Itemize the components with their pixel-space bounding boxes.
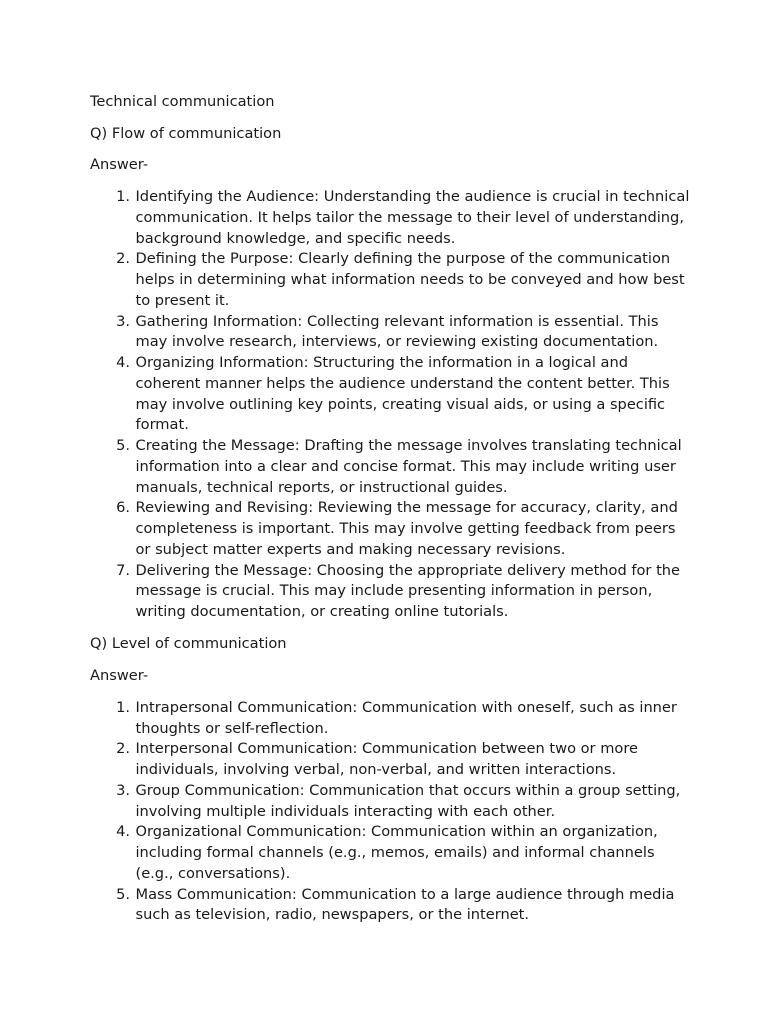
list-item-text: Delivering the Message: Choosing the appropriate delivery method for the message is crucial. This may include presenting information in person, writing documentation, or creating online tutorials. xyxy=(135,561,681,620)
list-item xyxy=(90,187,690,249)
list-item-text: Group Communication: Communication that occurs within a group setting, involving multiple individuals interacting with each other. xyxy=(135,781,681,820)
list-number: 4. xyxy=(116,823,130,841)
list-item-text: Reviewing and Revising: Reviewing the message for accuracy, clarity, and completeness is important. This may involve getting feedback from peers or subject matter experts and making necessary revisions. xyxy=(135,499,678,558)
list-number: 6. xyxy=(116,499,130,517)
list-item-text: Identifying the Audience: Understanding the audience is crucial in technical communication. It helps tailor the message to their level of understanding, background knowledge, and specific needs. xyxy=(135,188,690,247)
list-item xyxy=(90,561,690,623)
list-number: 1. xyxy=(116,698,130,716)
list-number: 5. xyxy=(116,437,130,454)
section-question: Q) Level of communication xyxy=(90,635,287,653)
list-item xyxy=(90,498,690,560)
list-item xyxy=(90,781,690,823)
document-title: Technical communication xyxy=(90,93,275,110)
list-number: 3. xyxy=(116,781,130,799)
list-number: 7. xyxy=(116,561,130,579)
answer-label: Answer- xyxy=(90,666,149,684)
list-item-text: Intrapersonal Communication: Communication with oneself, such as inner thoughts or self-reflection. xyxy=(135,698,677,737)
list-item xyxy=(90,353,690,436)
list-item xyxy=(90,698,690,740)
list-number: 2. xyxy=(116,250,130,268)
list-item-text: Mass Communication: Communication to a large audience through media such as television, radio, newspapers, or the internet. xyxy=(135,885,675,924)
list-item-text: Creating the Message: Drafting the message involves translating technical information into a clear and concise format. This may include writing user manuals, technical reports, or instructional guides. xyxy=(135,437,682,496)
document-page xyxy=(90,91,690,926)
list-item xyxy=(90,739,690,781)
list-item xyxy=(90,822,690,884)
list-number: 1. xyxy=(116,188,130,205)
section-level-of-communication xyxy=(90,633,690,926)
section-flow-of-communication xyxy=(90,123,690,623)
list-item-text: Interpersonal Communication: Communication between two or more individuals, involving verbal, non-verbal, and written interactions. xyxy=(135,740,639,778)
list-number: 3. xyxy=(116,312,130,330)
list-item-text: Gathering Information: Collecting relevant information is essential. This may involve research, interviews, or reviewing existing documentation. xyxy=(135,312,659,351)
list-item xyxy=(90,312,690,354)
list-item-text: Defining the Purpose: Clearly defining the purpose of the communication helps in determining what information needs to be conveyed and how best to present it. xyxy=(135,250,685,309)
list-number: 4. xyxy=(116,354,130,371)
list-item-text: Organizing Information: Structuring the information in a logical and coherent manner helps the audience understand the content better. This may involve outlining key points, creating visual aids, or using a specific format. xyxy=(135,354,670,434)
list-item xyxy=(90,436,690,498)
list-item-text: Organizational Communication: Communication within an organization, including formal channels (e.g., memos, emails) and informal channels (e.g., conversations). xyxy=(135,823,658,882)
numbered-list xyxy=(90,698,690,926)
section-question: Q) Flow of communication xyxy=(90,124,282,142)
answer-label: Answer- xyxy=(90,156,149,173)
list-number: 2. xyxy=(116,740,130,758)
list-item xyxy=(90,249,690,311)
list-item xyxy=(90,885,690,927)
numbered-list xyxy=(90,187,690,623)
list-number: 5. xyxy=(116,885,130,903)
